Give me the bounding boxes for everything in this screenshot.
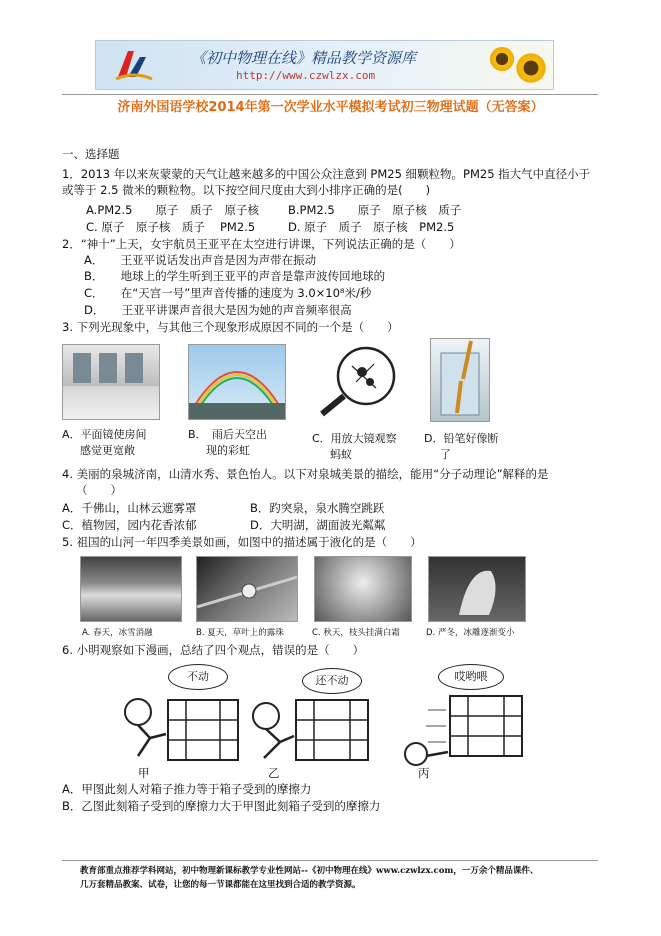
q3-caption-a-line1: A．平面镜使房间 [62, 428, 147, 441]
cartoon-label-1: 甲 [138, 766, 150, 780]
cartoon-label-2: 乙 [268, 766, 280, 780]
q1-option-a: A.PM2.5 原子 质子 原子核 [86, 203, 259, 217]
q3-caption-c-line2: 蚂蚁 [330, 448, 352, 461]
q3-caption-b-line2: 现的彩虹 [206, 444, 250, 457]
bent-pencil-image [430, 338, 490, 422]
dew-drop-image [196, 556, 298, 622]
footer-line1: 教育部重点推荐学科网站，初中物理新课标教学专业性网站--《初中物理在线》www.czwlzx.com，一万余个精品课件、 [80, 866, 539, 876]
document-title: 济南外国语学校2014年第一次学业水平模拟考试初三物理试题（无答案） [117, 100, 544, 115]
q2-stem: 2．“神十”上天，女宇航员王亚平在太空进行讲课，下列说法正确的是（ ） [62, 237, 461, 251]
magnifier-ant-image [312, 342, 402, 420]
footer-rule [62, 860, 598, 861]
cartoon-label-3: 丙 [418, 766, 430, 780]
sunflower-icon [514, 51, 548, 85]
q1-line2: 或等于 2.5 微米的颗粒物。以下按空间尺度由大到小排序正确的是( ) [62, 183, 431, 197]
q1-option-b: B.PM2.5 原子 原子核 质子 [288, 203, 462, 217]
q5-caption-d: D. 严冬，冰雕逐渐变小 [426, 628, 515, 638]
q3-stem: 3. 下列光现象中，与其他三个现象形成原因不同的一个是（ ） [62, 320, 399, 334]
header-banner [95, 40, 554, 90]
ice-sculpture-image [428, 556, 526, 622]
q5-caption-c: C. 秋天，枝头挂满白霜 [312, 628, 400, 638]
q3-caption-a-line2: 感觉更宽敞 [80, 444, 135, 457]
q5-stem: 5. 祖国的山河一年四季美景如画，如图中的描述属于液化的是（ ） [62, 535, 422, 549]
q1-line1: 1．2013 年以来灰蒙蒙的天气让越来越多的中国公众注意到 PM25 细颗粒物。PM25 指大气中直径小于 [62, 167, 591, 181]
cartoon-push-box-illustration [116, 690, 556, 766]
q5-caption-b: B. 夏天，草叶上的露珠 [196, 628, 284, 638]
q3-caption-d-line1: D．铅笔好像断 [424, 432, 499, 445]
q2-option-c: C． 在“天宫一号”里声音传播的速度为 3.0×10⁸米/秒 [84, 286, 372, 300]
section-heading: 一、选择题 [62, 147, 120, 161]
speech-bubble-2: 还不动 [302, 668, 362, 694]
q4-option-c: C．植物园，园内花香浓郁 [62, 518, 197, 532]
q4-stem: 4. 美丽的泉城济南，山清水秀、景色怡人。以下对泉城美景的描绘，能用“分子动理论”解释的是 [62, 467, 549, 481]
q3-caption-c-line1: C．用放大镜观察 [312, 432, 397, 445]
q4-option-b: B．趵突泉，泉水腾空跳跃 [250, 501, 385, 515]
site-logo-icon [114, 47, 154, 83]
q4-paren: （ ） [76, 483, 122, 497]
q1-option-c: C. 原子 原子核 质子 PM2.5 [86, 220, 256, 234]
melting-snow-image [80, 556, 182, 622]
header-rule [62, 94, 598, 95]
speech-bubble-1: 不动 [168, 664, 228, 690]
q6-option-a: A．甲图此刻人对箱子推力等于箱子受到的摩擦力 [62, 782, 312, 796]
sunflower-icon [488, 45, 516, 73]
q2-option-b: B． 地球上的学生听到王亚平的声音是靠声波传回地球的 [84, 269, 386, 283]
banner-title: 《初中物理在线》精品教学资源库 [191, 49, 417, 67]
q6-option-b: B．乙图此刻箱子受到的摩擦力大于甲图此刻箱子受到的摩擦力 [62, 799, 381, 813]
q1-option-d: D. 原子 质子 原子核 PM2.5 [288, 220, 455, 234]
mirror-room-image [62, 344, 160, 420]
q2-option-a: A． 王亚平说话发出声音是因为声带在振动 [84, 253, 317, 267]
speech-bubble-3: 哎哟喂 [438, 664, 504, 690]
q4-option-d: D．大明湖，湖面波光粼粼 [250, 518, 386, 532]
banner-url: http://www.czwlzx.com [236, 69, 376, 82]
q3-caption-b-line1: B． 雨后天空出 [188, 428, 268, 441]
q4-option-a: A．千佛山，山林云遮雾罩 [62, 501, 197, 515]
q3-caption-d-line2: 了 [440, 448, 451, 461]
rainbow-image [188, 344, 286, 420]
frost-branch-image [314, 556, 412, 622]
footer-line2: 几万套精品教案、试卷，让您的每一节课都能在这里找到合适的教学资源。 [80, 880, 361, 890]
q5-caption-a: A. 春天，冰雪消融 [82, 628, 153, 638]
q6-stem: 6. 小明观察如下漫画，总结了四个观点，错误的是（ ） [62, 643, 365, 657]
q2-option-d: D． 王亚平讲课声音很大是因为她的声音频率很高 [84, 303, 352, 317]
